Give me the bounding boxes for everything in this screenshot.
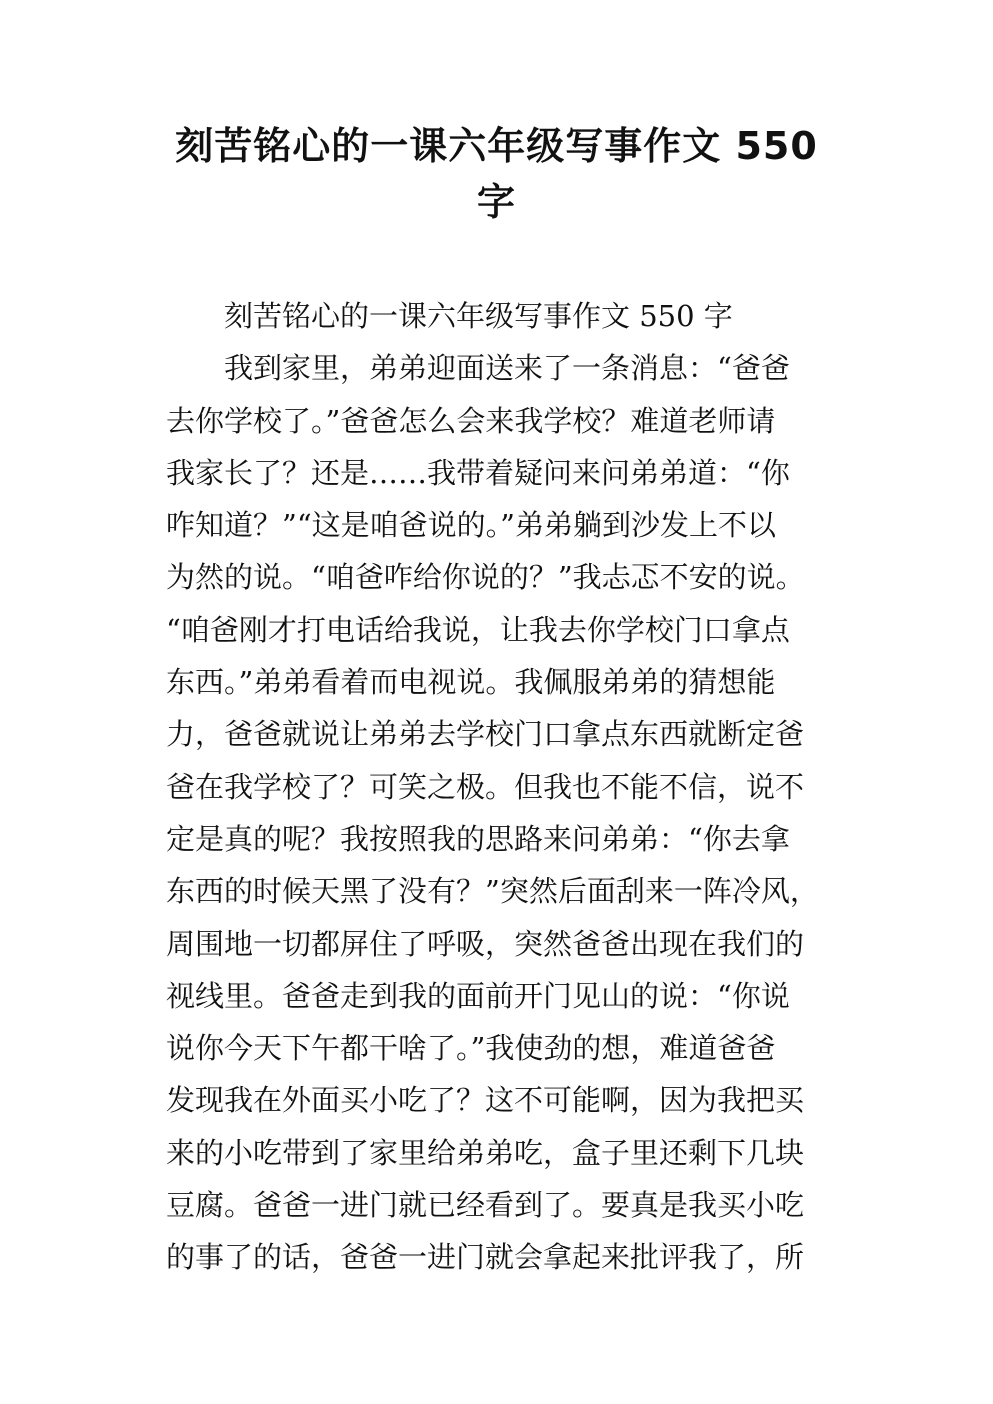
paragraph-line: 发现我在外面买小吃了？这不可能啊，因为我把买 [166, 1083, 805, 1118]
paragraph-line: 我家长了？还是……我带着疑问来问弟弟道：“你 [166, 455, 790, 490]
paragraph-line: 去你学校了。”爸爸怎么会来我学校？难道老师请 [166, 403, 776, 438]
paragraph-line: 东西。”弟弟看着而电视说。我佩服弟弟的猜想能 [166, 665, 776, 700]
paragraph-line: 为然的说。“咱爸咋给你说的？”我忐忑不安的说。 [166, 560, 805, 595]
title-line-1: 刻苦铭心的一课六年级写事作文 550 [175, 124, 818, 168]
paragraph-line: 我到家里，弟弟迎面送来了一条消息：“爸爸 [224, 351, 790, 386]
paragraph-line: 周围地一切都屏住了呼吸，突然爸爸出现在我们的 [166, 926, 805, 961]
paragraph-line: 定是真的呢？我按照我的思路来问弟弟：“你去拿 [166, 821, 790, 856]
title-line-2: 字 [476, 180, 516, 224]
paragraph-line: 咋知道？”“这是咱爸说的。”弟弟躺到沙发上不以 [166, 508, 776, 543]
subtitle-line: 刻苦铭心的一课六年级写事作文 550 字 [224, 299, 733, 333]
paragraph-line: “咱爸刚才打电话给我说，让我去你学校门口拿点 [166, 612, 790, 647]
document-body [166, 290, 831, 1284]
paragraph-line: 来的小吃带到了家里给弟弟吃，盒子里还剩下几块 [166, 1135, 805, 1170]
paragraph-line: 爸在我学校了？可笑之极。但我也不能不信，说不 [166, 769, 805, 804]
paragraph-line: 东西的时候天黑了没有？”突然后面刮来一阵冷风， [166, 874, 819, 909]
paragraph-line: 豆腐。爸爸一进门就已经看到了。要真是我买小吃 [166, 1188, 805, 1223]
document-title [140, 118, 853, 230]
paragraph-line: 说你今天下午都干啥了。”我使劲的想，难道爸爸 [166, 1031, 776, 1066]
paragraph-line: 的事了的话，爸爸一进门就会拿起来批评我了，所 [166, 1240, 805, 1275]
paragraph-line: 视线里。爸爸走到我的面前开门见山的说：“你说 [166, 978, 790, 1013]
paragraph-line: 力，爸爸就说让弟弟去学校门口拿点东西就断定爸 [166, 717, 805, 752]
